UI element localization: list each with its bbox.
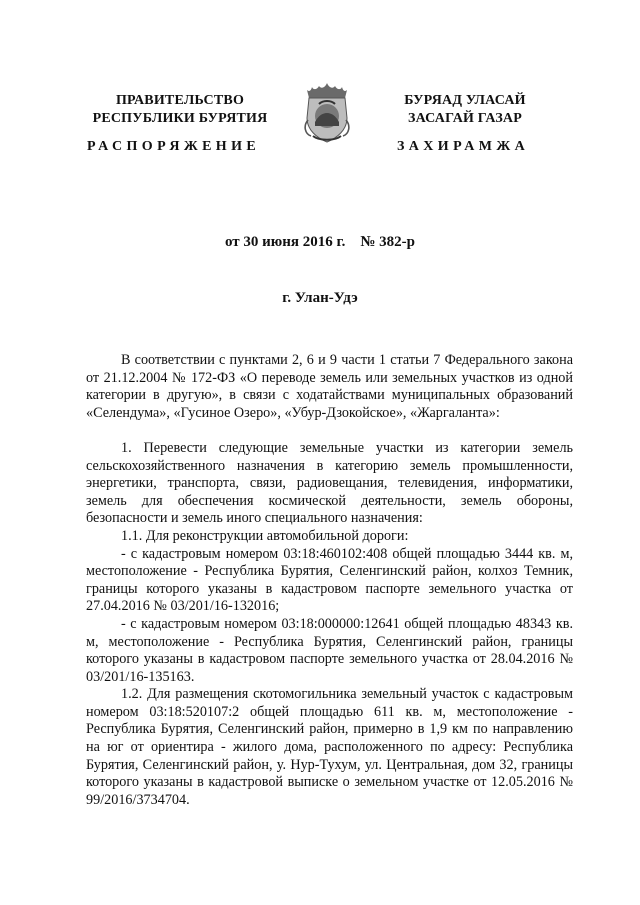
government-line-1: ПРАВИТЕЛЬСТВО <box>115 93 245 108</box>
government-name-buryat <box>370 92 560 128</box>
coat-of-arms-icon <box>299 80 355 144</box>
paragraph-1: 1. Перевести следующие земельные участки из категории земель сельскохозяйственного назначения в категорию земель промышленности, энергетики, транспорта, связи, радиовещания, телевидения, информатики, земель для обеспечения космической деятельности, земель обороны, безопасности и земель иного специального назначения: <box>86 439 573 527</box>
document-city: г. Улан-Удэ <box>282 290 358 306</box>
government-buryat-line-2: ЗАСАГАЙ ГАЗАР <box>407 111 522 126</box>
government-name-russian <box>80 92 280 128</box>
paragraph-1-1-b: - с кадастровым номером 03:18:000000:12641 общей площадью 48343 кв. м, местоположение - Республика Бурятия, Селенгинский район, границы которого указаны в кадастровом паспорте земельного участка от 28.04.2016 № 03/201/16-135163. <box>86 615 573 685</box>
paragraph-1-1-a: - с кадастровым номером 03:18:460102:408 общей площадью 3444 кв. м, местоположение - Республика Бурятия, Селенгинский район, колхоз Темник, границы которого указаны в кадастровом паспорте земельного участка от 27.04.2016 № 03/201/16-132016; <box>86 545 573 615</box>
document-date-number: от 30 июня 2016 г. № 382-р <box>224 234 416 250</box>
document-body <box>86 352 573 809</box>
document-kind-russian: РАСПОРЯЖЕНИЕ <box>87 139 261 154</box>
paragraph-intro: В соответствии с пунктами 2, 6 и 9 части 1 статьи 7 Федерального закона от 21.12.2004 № 172-ФЗ «О переводе земель или земельных участков из одной категории в другую», в связи с ходатайствами муниципальных образований «Селендума», «Гусиное Озеро», «Убур-Дзокойское», «Жаргаланта»: <box>86 352 573 421</box>
paragraph-1-1: 1.1. Для реконструкции автомобильной дороги: <box>121 527 409 544</box>
document-kind-buryat: ЗАХИРАМЖА <box>397 139 530 154</box>
paragraph-1-2: 1.2. Для размещения скотомогильника земельный участок с кадастровым номером 03:18:520107:2 общей площадью 611 кв. м, местоположение - Республика Бурятия, Селенгинский район, примерно в 1,9 км по направлению на юг от ориентира - жилого дома, расположенного по адресу: Республика Бурятия, Селенгинский район, у. Нур-Тухум, ул. Центральная, дом 32, границы которого указаны в кадастровой выписке о земельном участке от 12.05.2016 № 99/2016/3734704. <box>86 686 573 808</box>
government-line-2: РЕСПУБЛИКИ БУРЯТИЯ <box>92 111 268 126</box>
government-buryat-line-1: БУРЯАД УЛАСАЙ <box>404 93 526 108</box>
